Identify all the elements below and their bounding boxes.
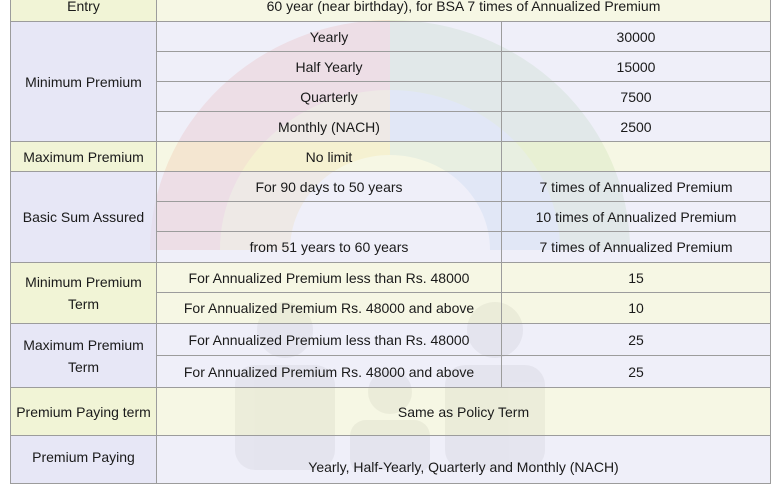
maximum-premium-value: No limit: [157, 142, 502, 172]
table-row: [11, 22, 771, 52]
entry-age-range: [157, 202, 502, 232]
term-years: 10: [502, 293, 771, 324]
premium-paying-term-value: Same as Policy Term: [157, 388, 771, 436]
empty-cell: [502, 142, 771, 172]
premium-amount: 2500: [502, 112, 771, 142]
premium-amount: 15000: [502, 52, 771, 82]
premium-mode: Yearly: [157, 22, 502, 52]
entry-age-range: from 51 years to 60 years: [157, 232, 502, 263]
table-row: [11, 388, 771, 436]
premium-mode: Half Yearly: [157, 52, 502, 82]
premium-amount: 30000: [502, 22, 771, 52]
entry-value: 60 year (near birthday), for BSA 7 times of Annualized Premium: [157, 0, 771, 22]
table-row: [11, 263, 771, 293]
term-years: 25: [502, 324, 771, 356]
premium-condition: For Annualized Premium Rs. 48000 and above: [157, 356, 502, 388]
entry-label: Entry: [11, 0, 157, 22]
premium-condition: For Annualized Premium less than Rs. 48000: [157, 263, 502, 293]
table-row: [11, 324, 771, 356]
basic-sum-assured-label: Basic Sum Assured: [11, 172, 157, 263]
maximum-premium-label: Maximum Premium: [11, 142, 157, 172]
term-years: 15: [502, 263, 771, 293]
term-years: 25: [502, 356, 771, 388]
premium-amount: 7500: [502, 82, 771, 112]
sum-assured-multiple: 10 times of Annualized Premium: [502, 202, 771, 232]
premium-paying-mode-value: Yearly, Half-Yearly, Quarterly and Monthly (NACH): [157, 436, 771, 484]
premium-paying-mode-label: Premium Paying: [11, 436, 157, 484]
premium-condition: For Annualized Premium less than Rs. 48000: [157, 324, 502, 356]
policy-details-table: [10, 0, 771, 484]
minimum-premium-term-label: Minimum Premium Term: [11, 263, 157, 324]
table-row: [11, 0, 771, 22]
minimum-premium-label: Minimum Premium: [11, 22, 157, 142]
premium-mode: Monthly (NACH): [157, 112, 502, 142]
table-row: [11, 436, 771, 484]
premium-paying-term-label: Premium Paying term: [11, 388, 157, 436]
sum-assured-multiple: 7 times of Annualized Premium: [502, 172, 771, 202]
sum-assured-multiple: 7 times of Annualized Premium: [502, 232, 771, 263]
table-row: [11, 172, 771, 202]
premium-mode: Quarterly: [157, 82, 502, 112]
table-row: [11, 142, 771, 172]
premium-condition: For Annualized Premium Rs. 48000 and above: [157, 293, 502, 324]
maximum-premium-term-label: Maximum Premium Term: [11, 324, 157, 388]
entry-age-range: For 90 days to 50 years: [157, 172, 502, 202]
